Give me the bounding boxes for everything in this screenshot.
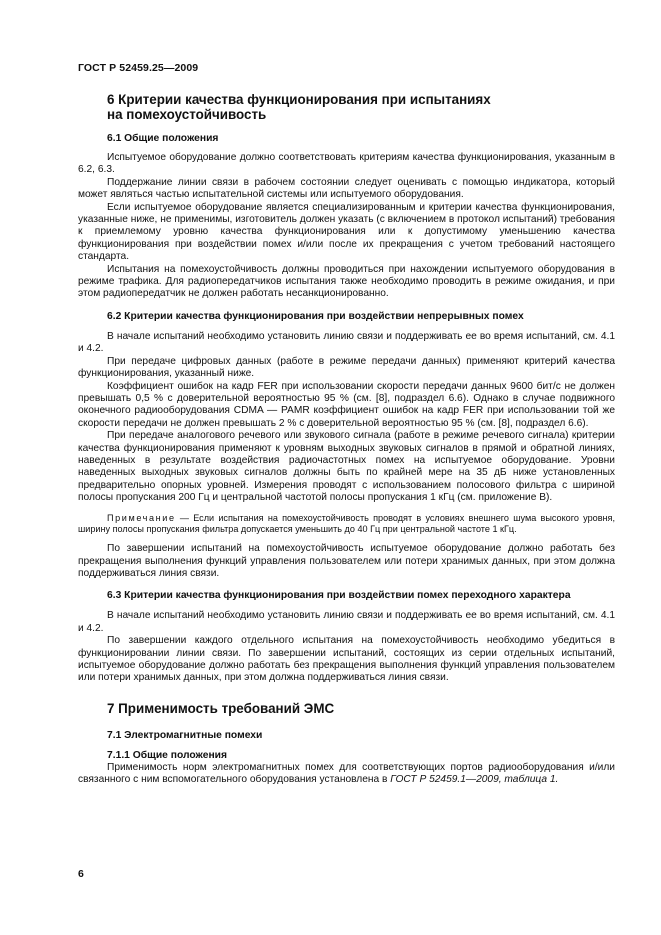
note-block — [78, 513, 615, 537]
subsection-6-2-heading: 6.2 Критерии качества функционирования при воздействии непрерывных помех — [107, 310, 524, 322]
paragraph: При передаче цифровых данных (работе в режиме передачи данных) применяют критерий качества функционирования, указанный ниже. — [78, 355, 615, 380]
section-6-heading-line1: 6 Критерии качества функционирования при испытаниях — [107, 92, 491, 107]
standard-reference: ГОСТ Р 52459.1—2009, таблица 1. — [390, 774, 559, 786]
section-7-heading: 7 Применимость требований ЭМС — [107, 700, 335, 716]
page-number: 6 — [78, 868, 84, 880]
subsection-6-3-heading: 6.3 Критерии качества функционирования при воздействии помех переходного характера — [107, 590, 571, 602]
paragraph-text: Применимость норм электромагнитных помех для соответствующих портов радиооборудования и/или связанного с ним вспомогательного оборудования установлена в — [78, 761, 615, 786]
subsection-7-1-1-heading: 7.1.1 Общие положения — [107, 749, 227, 761]
subsection-7-1-heading: 7.1 Электромагнитные помехи — [107, 729, 263, 741]
paragraph: Испытуемое оборудование должно соответствовать критериям качества функционирования, указанным в 6.2, 6.3. — [78, 152, 615, 176]
paragraph: Коэффициент ошибок на кадр FER при использовании скорости передачи данных 9600 бит/с не должен превышать 0,5 % с доверительной вероятностью 95 % (см. [8], подраздел 6.6). Однако в случае подвижного оконечного радиооборудования CDMA — PAMR коэффициент ошибок на кадр FER при использовании той же скорости передачи не должен превышать 2 % с доверительной вероятностью 95 % (см. [8], подраздел 6.6). — [78, 380, 615, 429]
paragraph: В начале испытаний необходимо установить линию связи и поддерживать ее во время испытаний, см. 4.1 и 4.2. — [78, 330, 615, 355]
paragraph: По завершении испытаний на помехоустойчивость испытуемое оборудование должно работать без прекращения выполнения функций управления пользователем или потери хранимых данных, при этом должна поддерживаться линия связи. — [78, 543, 615, 579]
note-label: Примечание — [107, 512, 176, 523]
standard-header: ГОСТ Р 52459.25—2009 — [78, 62, 199, 74]
note-text: — Если испытания на помехоустойчивость проводят в условиях внешнего шума высокого уровня, ширину полосы пропускания фильтра допускается уменьшить до 40 Гц при центральной частоте 1 кГц. — [78, 512, 615, 535]
section-6-heading — [78, 92, 615, 122]
subsection-6-1-heading: 6.1 Общие положения — [107, 133, 219, 144]
paragraph-7-1-1 — [78, 762, 615, 787]
paragraph: Если испытуемое оборудование является специализированным и критерии качества функционирования, указанные ниже, не применимы, изготовитель должен указать (с включением в протокол испытаний) требования к приемлемому уровню качества функционирования или к допустимому уменьшению качества функционирования при воздействии помех и/или после их прекращения с учетом требований настоящего стандарта. — [78, 201, 615, 263]
paragraph: При передаче аналогового речевого или звукового сигнала (работе в режиме речевого сигнала) критерии качества функционирования применяют к уровням выходных звуковых сигналов в прямой и обратной линиях, наведенных в результате воздействия радиочастотных помех на испытуемое оборудование. Уровни наведенных выходных звуковых сигналов должны быть по крайней мере на 35 дБ ниже установленных предварительно опорных уровней. Измерения проводят с использованием полосового фильтра с шириной полосы пропускания 200 Гц и центральной частотой полосы пропускания 1 кГц (см. приложение В). — [78, 430, 615, 504]
paragraph: Испытания на помехоустойчивость должны проводиться при нахождении испытуемого оборудования в режиме трафика. Для радиопередатчиков испытания также необходимо проводить в режиме ожидания, и при этом радиопередатчик не должен работать несанкционированно. — [78, 263, 615, 300]
page-content — [78, 92, 615, 787]
paragraph: По завершении каждого отдельного испытания на помехоустойчивость необходимо убедиться в функционировании линии связи. По завершении испытаний, состоящих из серии отдельных испытаний, испытуемое оборудование должно работать без прекращения выполнения функций управления пользователем или потери хранимых данных, при этом должна поддерживаться линия связи. — [78, 635, 615, 684]
paragraph: В начале испытаний необходимо установить линию связи и поддерживать ее во время испытаний, см. 4.1 и 4.2. — [78, 610, 615, 634]
section-6-heading-line2: на помехоустойчивость — [107, 107, 267, 122]
paragraph: Поддержание линии связи в рабочем состоянии следует оценивать с помощью индикатора, который может являться частью испытательной системы или испытуемого оборудования. — [78, 176, 615, 201]
